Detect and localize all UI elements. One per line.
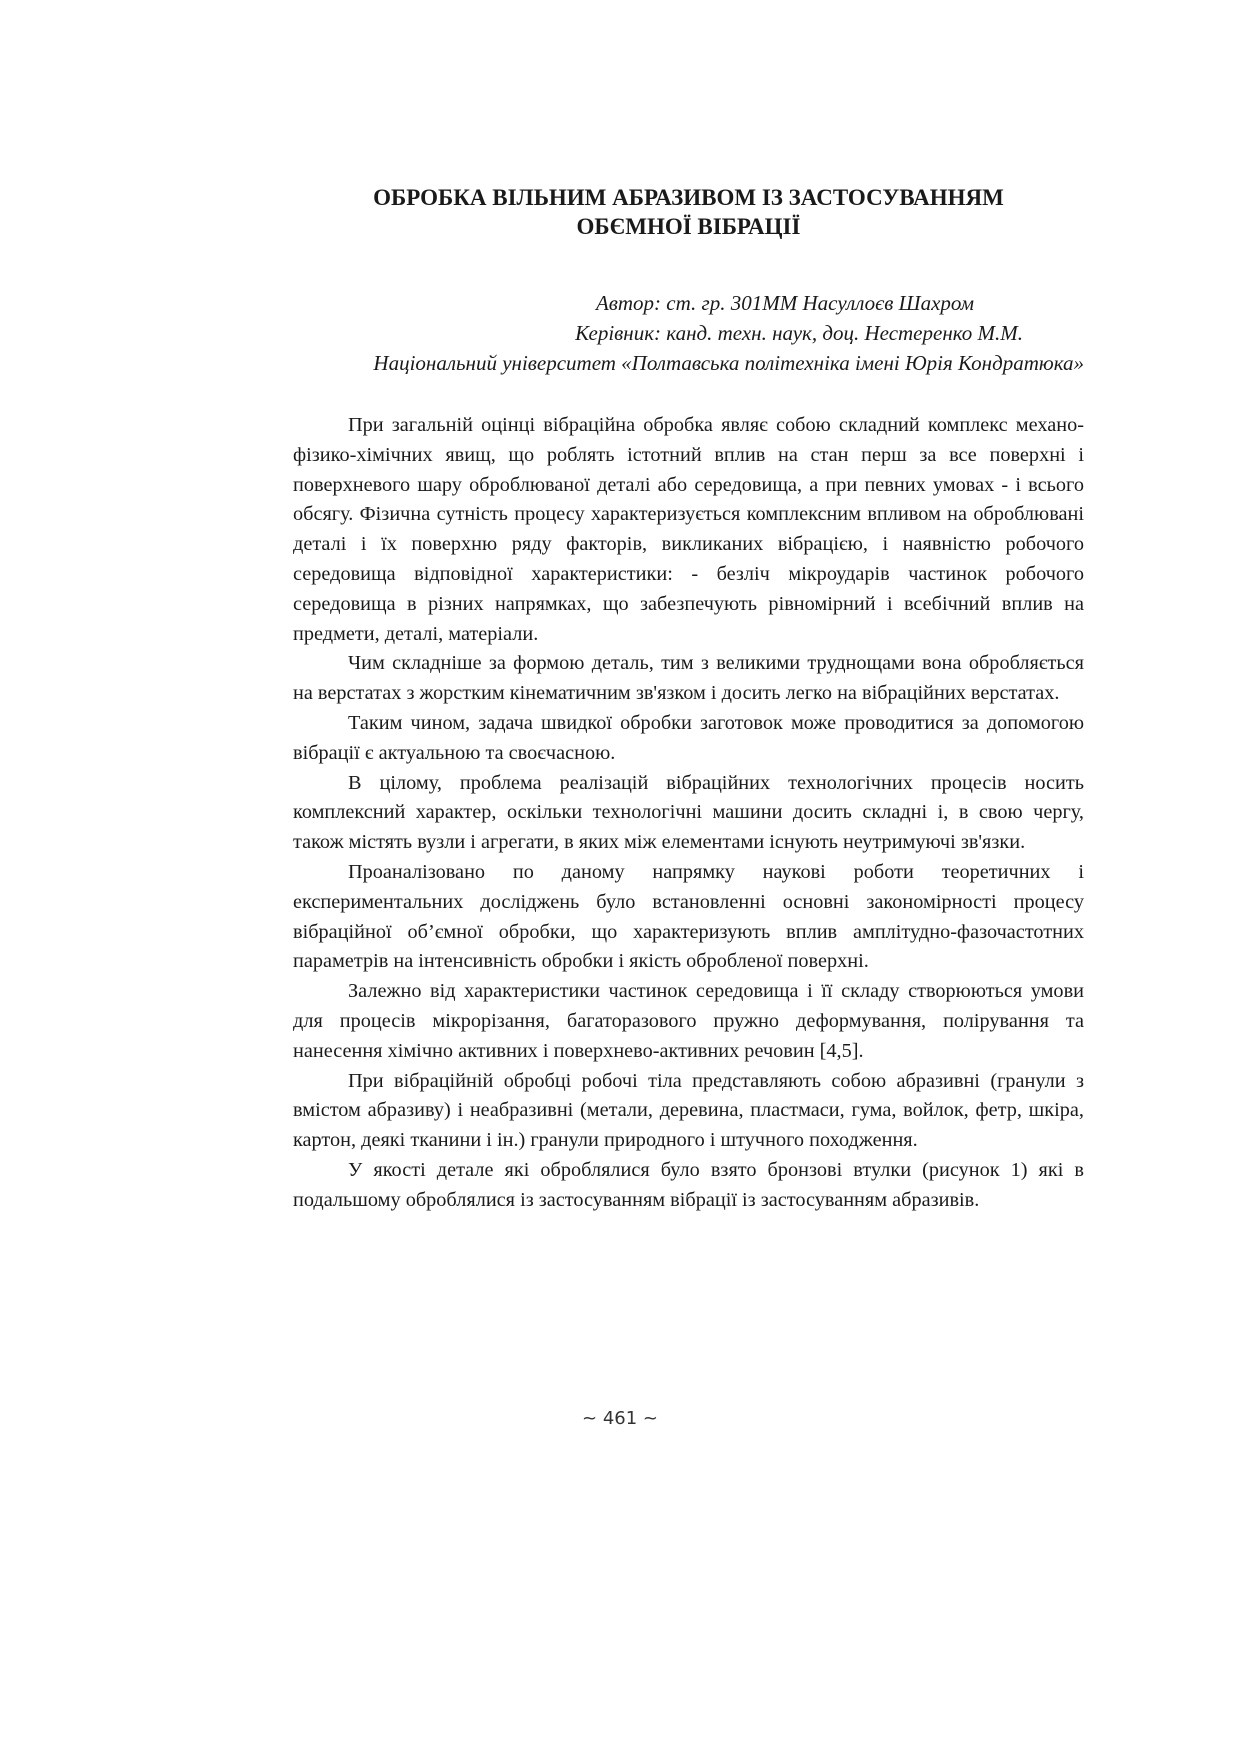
paragraph: Залежно від характеристики частинок середовища і її складу створюються умови для процесів мікрорізання, багаторазового пружно деформування, полірування та нанесення хімічно активних і поверхнево-активних речовин [4,5]. bbox=[293, 980, 1084, 1062]
paragraph: При вібраційній обробці робочі тіла представляють собою абразивні (гранули з вмістом абразиву) і неабразивні (метали, деревина, пластмаси, гума, войлок, фетр, шкіра, картон, деякі тканини і ін.) гранули природного і штучного походження. bbox=[293, 1069, 1084, 1152]
title-line-1: ОБРОБКА ВІЛЬНИМ АБРАЗИВОМ ІЗ ЗАСТОСУВАННЯМ bbox=[373, 185, 1004, 210]
paragraph: Проаналізовано по даному напрямку наукові роботи теоретичних і експериментальних досліджень було встановленні основні закономірності процесу вібраційної об’ємної обробки, що характеризують вплив амплітудно-фазочастотних параметрів на інтенсивність обробки і якість обробленої поверхні. bbox=[293, 860, 1084, 973]
supervisor-line: Керівник: канд. техн. наук, доц. Нестеренко М.М. bbox=[575, 321, 1023, 345]
author-block bbox=[293, 288, 1084, 378]
author-line: Автор: ст. гр. 301ММ Насуллоєв Шахром bbox=[595, 291, 974, 315]
paragraph: В цілому, проблема реалізацій вібраційних технологічних процесів носить комплексний характер, оскільки технологічні машини досить складні і, в свою чергу, також містять вузли і агрегати, в яких між елементами існують неутримуючі зв'язки. bbox=[293, 771, 1084, 854]
article-title bbox=[293, 183, 1084, 241]
title-line-2: ОБЄМНОЇ ВІБРАЦІЇ bbox=[576, 214, 801, 239]
page-number: ~ 461 ~ bbox=[582, 1408, 658, 1429]
paragraph: При загальній оцінці вібраційна обробка являє собою складний комплекс механо-фізико-хімічних явищ, що роблять істотний вплив на стан перш за все поверхні і поверхневого шару оброблюваної деталі або середовища, а при певних умовах - і всього обсягу. Фізична сутність процесу характеризується комплексним впливом на оброблювані деталі і їх поверхню ряду факторів, викликаних вібрацією, і наявністю робочого середовища відповідної характеристики: - безліч мікроударів частинок робочого середовища в різних напрямках, що забезпечують рівномірний і всебічний вплив на предмети, деталі, матеріали. bbox=[293, 414, 1084, 645]
paragraph: Таким чином, задача швидкої обробки заготовок може проводитися за допомогою вібрації є актуальною та своєчасною. bbox=[293, 711, 1084, 764]
paragraph: Чим складніше за формою деталь, тим з великими труднощами вона обробляється на верстатах з жорстким кінематичним зв'язком і досить легко на вібраційних верстатах. bbox=[293, 652, 1084, 705]
paragraph: У якості детале які оброблялися було взято бронзові втулки (рисунок 1) які в подальшому оброблялися із застосуванням вібрації із застосуванням абразивів. bbox=[293, 1158, 1084, 1211]
article-page bbox=[293, 183, 1084, 1216]
affiliation-line: Національний університет «Полтавська політехніка імені Юрія Кондратюка» bbox=[373, 351, 1084, 375]
article-body bbox=[293, 411, 1084, 1216]
